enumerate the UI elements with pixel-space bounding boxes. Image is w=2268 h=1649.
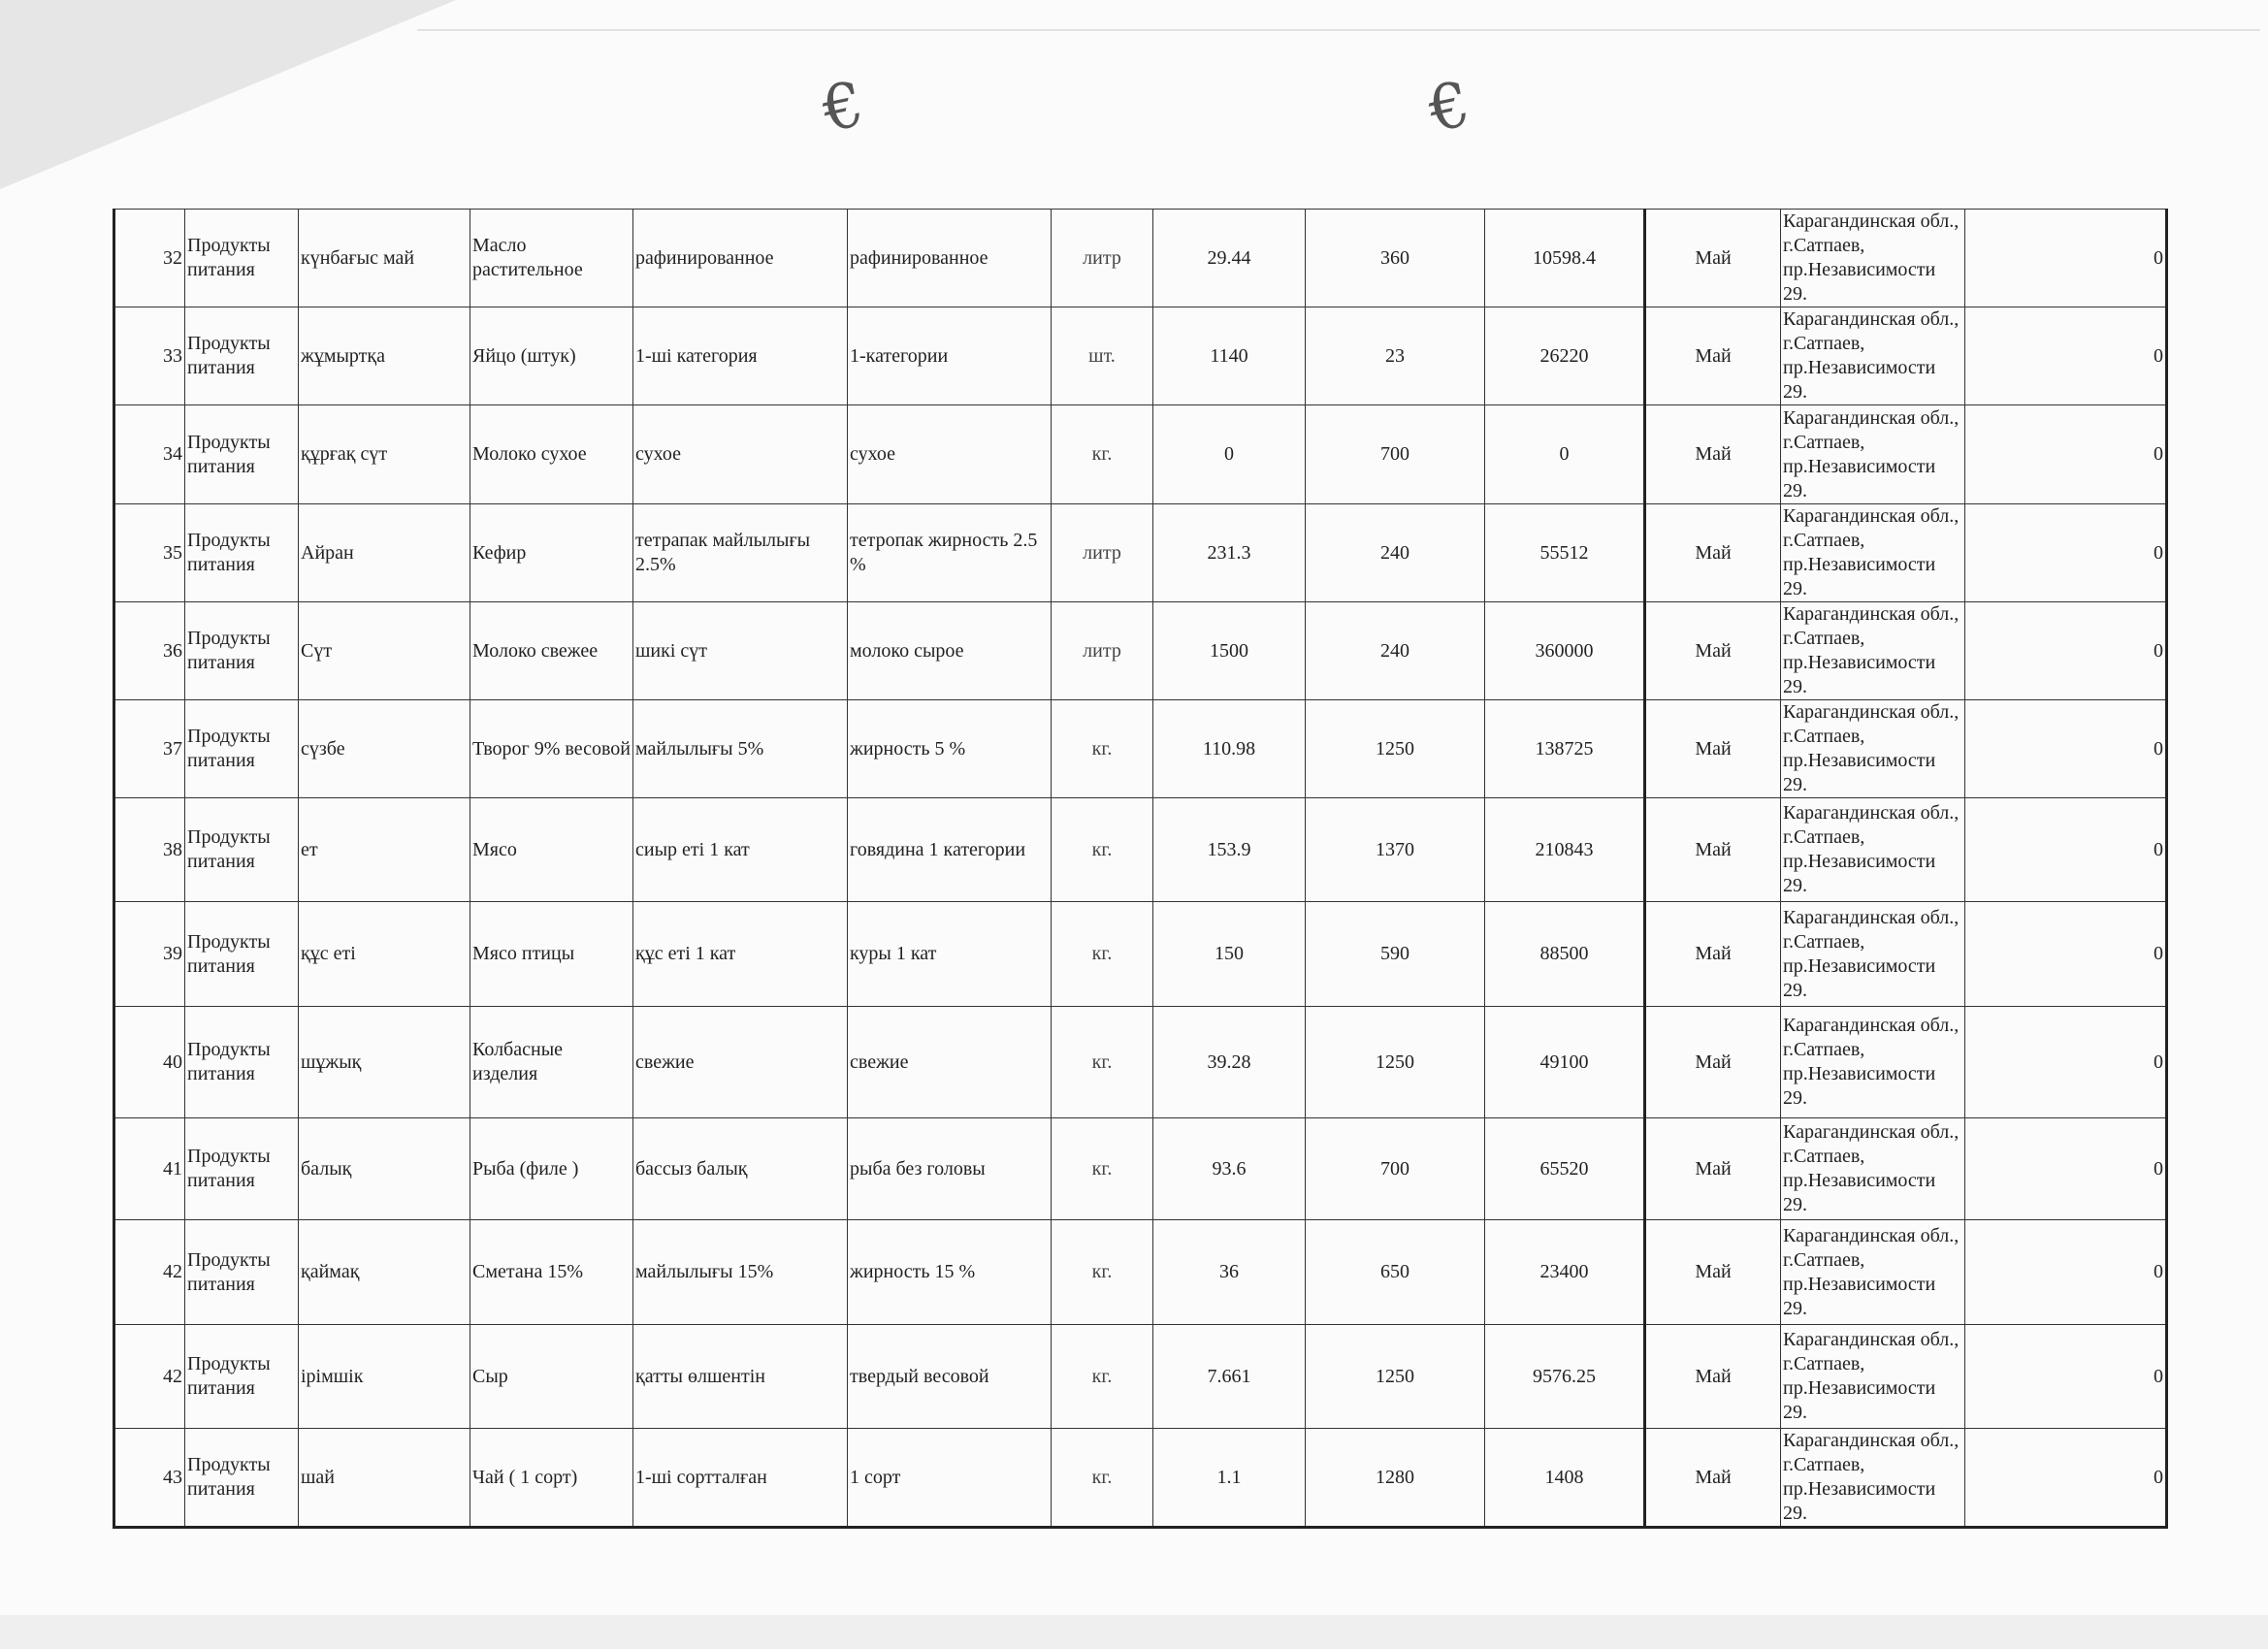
- table-row: [114, 700, 2167, 798]
- table-row: [114, 1325, 2167, 1429]
- category-cell: Продукты питания: [185, 602, 299, 700]
- unit-cell: кг.: [1052, 798, 1153, 902]
- spec-ru-cell: 1 сорт: [848, 1429, 1052, 1528]
- last-column-cell: 0: [1965, 210, 2167, 307]
- address-cell: Карагандинская обл., г.Сатпаев, пр.Независимости 29.: [1781, 602, 1965, 700]
- quantity-cell: 36: [1153, 1220, 1306, 1325]
- spec-ru-cell: 1-категории: [848, 307, 1052, 405]
- row-number: 38: [114, 798, 185, 902]
- sum-cell: 23400: [1485, 1220, 1645, 1325]
- sum-cell: 0: [1485, 405, 1645, 504]
- month-cell: Май: [1645, 504, 1781, 602]
- table-row: [114, 1007, 2167, 1118]
- last-column-cell: 0: [1965, 602, 2167, 700]
- name-kz-cell: балық: [299, 1118, 470, 1220]
- quantity-cell: 39.28: [1153, 1007, 1306, 1118]
- quantity-cell: 110.98: [1153, 700, 1306, 798]
- name-kz-cell: шай: [299, 1429, 470, 1528]
- category-cell: Продукты питания: [185, 504, 299, 602]
- price-cell: 240: [1306, 504, 1485, 602]
- spec-ru-cell: говядина 1 категории: [848, 798, 1052, 902]
- month-cell: Май: [1645, 1118, 1781, 1220]
- price-cell: 700: [1306, 1118, 1485, 1220]
- row-number: 33: [114, 307, 185, 405]
- sum-cell: 10598.4: [1485, 210, 1645, 307]
- punch-hole-mark-icon: €: [816, 68, 870, 147]
- last-column-cell: 0: [1965, 1429, 2167, 1528]
- spec-ru-cell: жирность 5 %: [848, 700, 1052, 798]
- last-column-cell: 0: [1965, 1007, 2167, 1118]
- spec-ru-cell: жирность 15 %: [848, 1220, 1052, 1325]
- sum-cell: 88500: [1485, 902, 1645, 1007]
- quantity-cell: 93.6: [1153, 1118, 1306, 1220]
- unit-cell: литр: [1052, 602, 1153, 700]
- price-cell: 700: [1306, 405, 1485, 504]
- name-ru-cell: Масло растительное: [470, 210, 633, 307]
- name-kz-cell: қаймақ: [299, 1220, 470, 1325]
- price-cell: 1250: [1306, 1325, 1485, 1429]
- price-cell: 590: [1306, 902, 1485, 1007]
- quantity-cell: 1500: [1153, 602, 1306, 700]
- row-number: 40: [114, 1007, 185, 1118]
- name-ru-cell: Сыр: [470, 1325, 633, 1429]
- address-cell: Карагандинская обл., г.Сатпаев, пр.Независимости 29.: [1781, 1325, 1965, 1429]
- table-row: [114, 504, 2167, 602]
- table-row: [114, 307, 2167, 405]
- page-edge-line: [417, 29, 2260, 31]
- month-cell: Май: [1645, 798, 1781, 902]
- month-cell: Май: [1645, 602, 1781, 700]
- sum-cell: 49100: [1485, 1007, 1645, 1118]
- spec-kz-cell: шикі сүт: [633, 602, 848, 700]
- spec-kz-cell: майлылығы 15%: [633, 1220, 848, 1325]
- quantity-cell: 231.3: [1153, 504, 1306, 602]
- sum-cell: 210843: [1485, 798, 1645, 902]
- page-bottom-shade: [0, 1615, 2268, 1649]
- last-column-cell: 0: [1965, 1325, 2167, 1429]
- address-cell: Карагандинская обл., г.Сатпаев, пр.Независимости 29.: [1781, 1118, 1965, 1220]
- quantity-cell: 150: [1153, 902, 1306, 1007]
- row-number: 37: [114, 700, 185, 798]
- name-ru-cell: Молоко свежее: [470, 602, 633, 700]
- last-column-cell: 0: [1965, 1220, 2167, 1325]
- row-number: 35: [114, 504, 185, 602]
- spec-ru-cell: свежие: [848, 1007, 1052, 1118]
- spec-ru-cell: молоко сырое: [848, 602, 1052, 700]
- address-cell: Карагандинская обл., г.Сатпаев, пр.Независимости 29.: [1781, 405, 1965, 504]
- quantity-cell: 7.661: [1153, 1325, 1306, 1429]
- spec-kz-cell: 1-ші категория: [633, 307, 848, 405]
- price-cell: 1250: [1306, 1007, 1485, 1118]
- last-column-cell: 0: [1965, 1118, 2167, 1220]
- category-cell: Продукты питания: [185, 405, 299, 504]
- table-body: [114, 210, 2167, 1528]
- name-kz-cell: Айран: [299, 504, 470, 602]
- spec-ru-cell: сухое: [848, 405, 1052, 504]
- price-cell: 240: [1306, 602, 1485, 700]
- name-kz-cell: жұмыртқа: [299, 307, 470, 405]
- table-row: [114, 798, 2167, 902]
- sum-cell: 55512: [1485, 504, 1645, 602]
- spec-kz-cell: қатты өлшентін: [633, 1325, 848, 1429]
- price-cell: 650: [1306, 1220, 1485, 1325]
- name-ru-cell: Кефир: [470, 504, 633, 602]
- spec-kz-cell: тетрапак майлылығы 2.5%: [633, 504, 848, 602]
- category-cell: Продукты питания: [185, 307, 299, 405]
- row-number: 36: [114, 602, 185, 700]
- sum-cell: 1408: [1485, 1429, 1645, 1528]
- name-ru-cell: Молоко сухое: [470, 405, 633, 504]
- address-cell: Карагандинская обл., г.Сатпаев, пр.Независимости 29.: [1781, 1220, 1965, 1325]
- category-cell: Продукты питания: [185, 1007, 299, 1118]
- price-cell: 1280: [1306, 1429, 1485, 1528]
- quantity-cell: 0: [1153, 405, 1306, 504]
- spec-kz-cell: рафинированное: [633, 210, 848, 307]
- category-cell: Продукты питания: [185, 1429, 299, 1528]
- category-cell: Продукты питания: [185, 1220, 299, 1325]
- spec-ru-cell: тетропак жирность 2.5 %: [848, 504, 1052, 602]
- last-column-cell: 0: [1965, 798, 2167, 902]
- price-cell: 23: [1306, 307, 1485, 405]
- sum-cell: 26220: [1485, 307, 1645, 405]
- name-ru-cell: Яйцо (штук): [470, 307, 633, 405]
- table-row: [114, 1118, 2167, 1220]
- spec-kz-cell: сиыр еті 1 кат: [633, 798, 848, 902]
- quantity-cell: 29.44: [1153, 210, 1306, 307]
- category-cell: Продукты питания: [185, 798, 299, 902]
- sum-cell: 360000: [1485, 602, 1645, 700]
- spec-ru-cell: рыба без головы: [848, 1118, 1052, 1220]
- address-cell: Карагандинская обл., г.Сатпаев, пр.Независимости 29.: [1781, 700, 1965, 798]
- address-cell: Карагандинская обл., г.Сатпаев, пр.Независимости 29.: [1781, 798, 1965, 902]
- quantity-cell: 1140: [1153, 307, 1306, 405]
- row-number: 34: [114, 405, 185, 504]
- price-cell: 360: [1306, 210, 1485, 307]
- spec-kz-cell: майлылығы 5%: [633, 700, 848, 798]
- spec-kz-cell: бассыз балық: [633, 1118, 848, 1220]
- name-kz-cell: сүзбе: [299, 700, 470, 798]
- month-cell: Май: [1645, 1325, 1781, 1429]
- month-cell: Май: [1645, 902, 1781, 1007]
- unit-cell: кг.: [1052, 1220, 1153, 1325]
- category-cell: Продукты питания: [185, 1118, 299, 1220]
- address-cell: Карагандинская обл., г.Сатпаев, пр.Независимости 29.: [1781, 504, 1965, 602]
- unit-cell: кг.: [1052, 405, 1153, 504]
- month-cell: Май: [1645, 405, 1781, 504]
- table-row: [114, 1220, 2167, 1325]
- name-ru-cell: Творог 9% весовой: [470, 700, 633, 798]
- row-number: 32: [114, 210, 185, 307]
- sum-cell: 65520: [1485, 1118, 1645, 1220]
- spec-ru-cell: рафинированное: [848, 210, 1052, 307]
- table-row: [114, 1429, 2167, 1528]
- unit-cell: кг.: [1052, 1118, 1153, 1220]
- month-cell: Май: [1645, 1007, 1781, 1118]
- quantity-cell: 153.9: [1153, 798, 1306, 902]
- folded-corner: [0, 0, 456, 189]
- name-ru-cell: Рыба (филе ): [470, 1118, 633, 1220]
- unit-cell: шт.: [1052, 307, 1153, 405]
- name-ru-cell: Мясо: [470, 798, 633, 902]
- spec-kz-cell: құс еті 1 кат: [633, 902, 848, 1007]
- unit-cell: кг.: [1052, 700, 1153, 798]
- category-cell: Продукты питания: [185, 902, 299, 1007]
- table-row: [114, 602, 2167, 700]
- price-cell: 1250: [1306, 700, 1485, 798]
- category-cell: Продукты питания: [185, 1325, 299, 1429]
- unit-cell: кг.: [1052, 1325, 1153, 1429]
- name-kz-cell: Сүт: [299, 602, 470, 700]
- category-cell: Продукты питания: [185, 210, 299, 307]
- name-kz-cell: күнбағыс май: [299, 210, 470, 307]
- row-number: 42: [114, 1220, 185, 1325]
- name-kz-cell: құрғақ сүт: [299, 405, 470, 504]
- address-cell: Карагандинская обл., г.Сатпаев, пр.Независимости 29.: [1781, 1429, 1965, 1528]
- address-cell: Карагандинская обл., г.Сатпаев, пр.Независимости 29.: [1781, 1007, 1965, 1118]
- row-number: 39: [114, 902, 185, 1007]
- last-column-cell: 0: [1965, 700, 2167, 798]
- quantity-cell: 1.1: [1153, 1429, 1306, 1528]
- name-kz-cell: құс еті: [299, 902, 470, 1007]
- punch-hole-mark-icon: €: [1422, 68, 1476, 147]
- price-cell: 1370: [1306, 798, 1485, 902]
- address-cell: Карагандинская обл., г.Сатпаев, пр.Независимости 29.: [1781, 210, 1965, 307]
- month-cell: Май: [1645, 210, 1781, 307]
- name-ru-cell: Сметана 15%: [470, 1220, 633, 1325]
- table-row: [114, 405, 2167, 504]
- sum-cell: 138725: [1485, 700, 1645, 798]
- month-cell: Май: [1645, 307, 1781, 405]
- category-cell: Продукты питания: [185, 700, 299, 798]
- name-kz-cell: ет: [299, 798, 470, 902]
- spec-kz-cell: 1-ші сортталған: [633, 1429, 848, 1528]
- month-cell: Май: [1645, 1429, 1781, 1528]
- name-kz-cell: ірімшік: [299, 1325, 470, 1429]
- month-cell: Май: [1645, 700, 1781, 798]
- name-ru-cell: Чай ( 1 сорт): [470, 1429, 633, 1528]
- last-column-cell: 0: [1965, 902, 2167, 1007]
- name-kz-cell: шұжық: [299, 1007, 470, 1118]
- table-row: [114, 902, 2167, 1007]
- unit-cell: литр: [1052, 210, 1153, 307]
- spec-ru-cell: куры 1 кат: [848, 902, 1052, 1007]
- procurement-table: [113, 209, 2168, 1529]
- month-cell: Май: [1645, 1220, 1781, 1325]
- table-row: [114, 210, 2167, 307]
- unit-cell: кг.: [1052, 1429, 1153, 1528]
- unit-cell: кг.: [1052, 902, 1153, 1007]
- spec-kz-cell: сухое: [633, 405, 848, 504]
- name-ru-cell: Колбасные изделия: [470, 1007, 633, 1118]
- name-ru-cell: Мясо птицы: [470, 902, 633, 1007]
- spec-ru-cell: твердый весовой: [848, 1325, 1052, 1429]
- row-number: 42: [114, 1325, 185, 1429]
- unit-cell: кг.: [1052, 1007, 1153, 1118]
- row-number: 43: [114, 1429, 185, 1528]
- address-cell: Карагандинская обл., г.Сатпаев, пр.Независимости 29.: [1781, 307, 1965, 405]
- row-number: 41: [114, 1118, 185, 1220]
- unit-cell: литр: [1052, 504, 1153, 602]
- spec-kz-cell: свежие: [633, 1007, 848, 1118]
- last-column-cell: 0: [1965, 504, 2167, 602]
- sum-cell: 9576.25: [1485, 1325, 1645, 1429]
- address-cell: Карагандинская обл., г.Сатпаев, пр.Независимости 29.: [1781, 902, 1965, 1007]
- last-column-cell: 0: [1965, 307, 2167, 405]
- last-column-cell: 0: [1965, 405, 2167, 504]
